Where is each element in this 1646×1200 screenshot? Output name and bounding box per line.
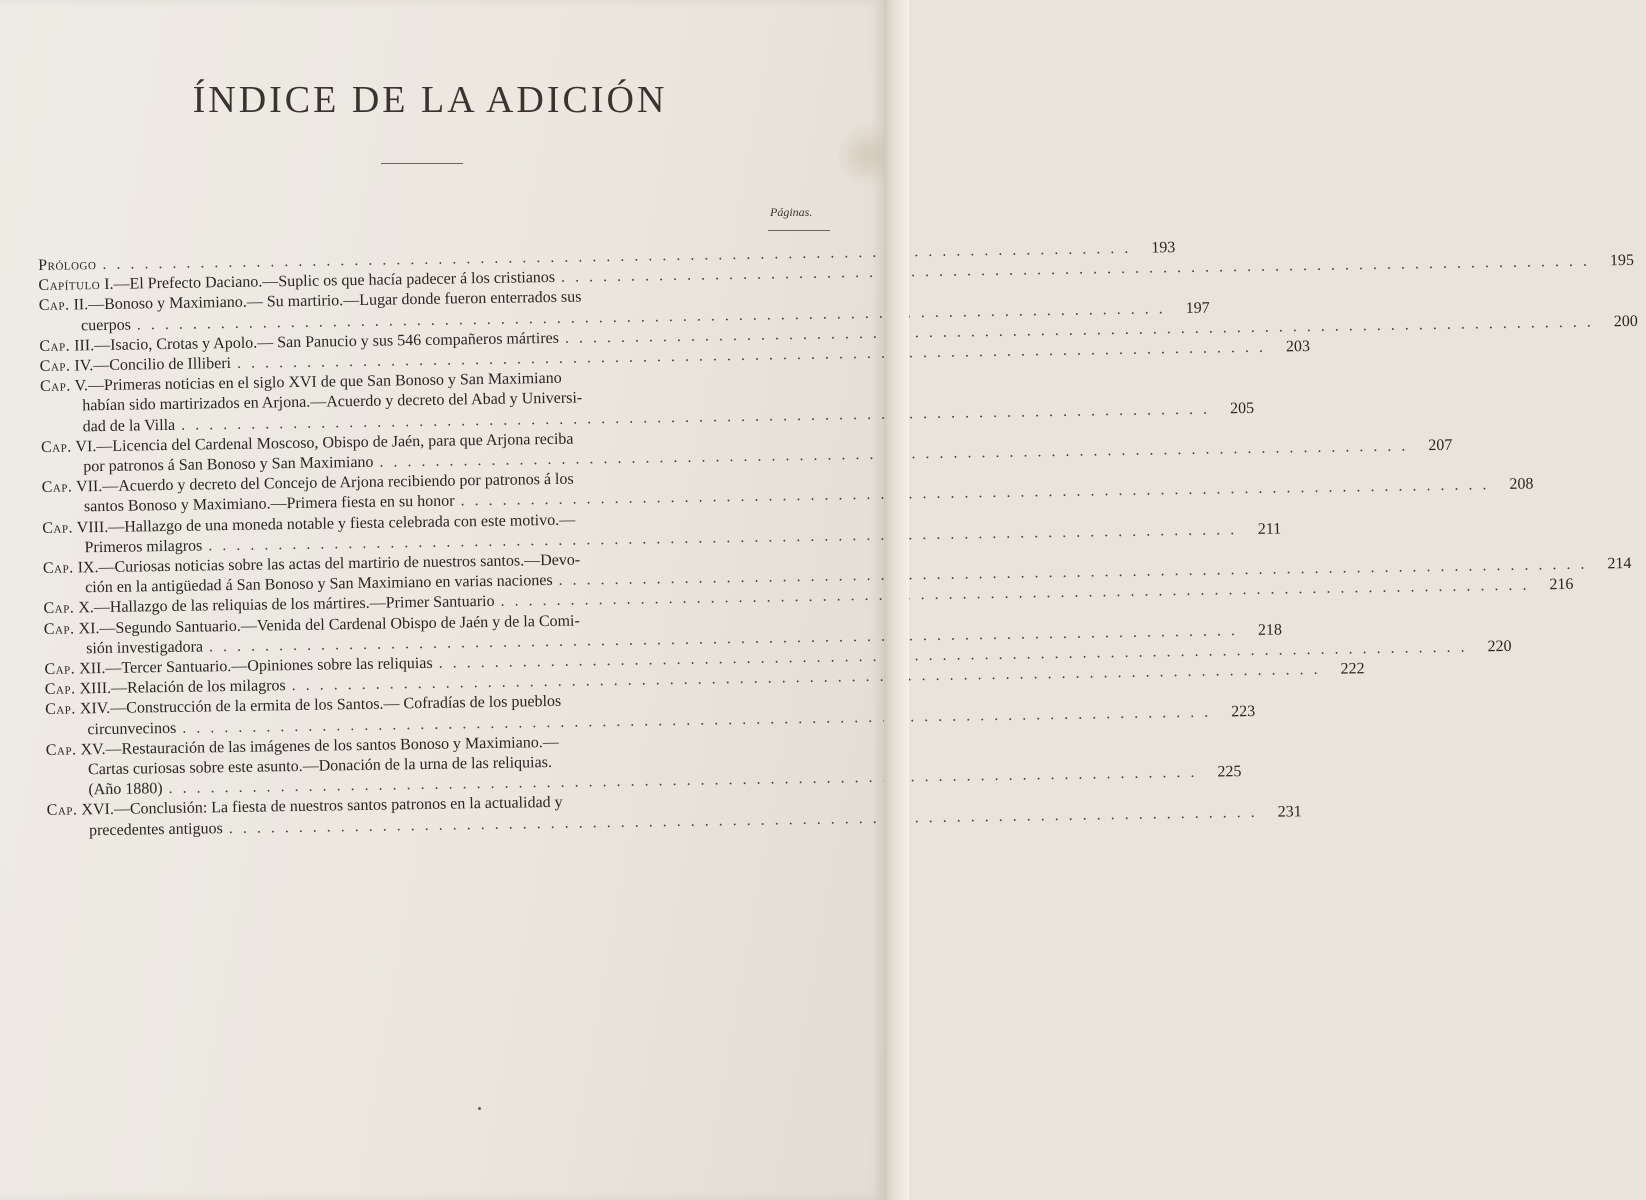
page-number: 211 <box>1257 520 1282 538</box>
toc-entry-title: XI.—Segundo Santuario.—Venida del Cardenal Obispo de Jaén y de la Comi- <box>78 612 580 638</box>
chapter-prefix: Cap. <box>41 478 73 497</box>
chapter-prefix: Cap. <box>39 357 71 376</box>
toc-entry-title: VIII.—Hallazgo de una moneda notable y fiesta celebrada con este motivo.— <box>76 511 576 537</box>
toc-entry-text <box>88 779 163 800</box>
toc-entry-text <box>86 637 203 659</box>
line-spacer <box>559 742 846 747</box>
chapter-prefix: Cap. <box>43 599 75 618</box>
toc-entry-title: circunvecinos <box>87 719 177 738</box>
line-spacer <box>552 762 846 767</box>
ink-speck <box>478 1107 481 1110</box>
toc-entry-title: santos Bonoso y Maximiano.—Primera fiesta en su honor <box>83 492 455 516</box>
toc-entry-title: II.—Bonoso y Maximiano.— Su martirio.—Lugar donde fueron enterrados sus <box>73 288 582 314</box>
chapter-prefix: Cap. <box>43 620 75 638</box>
toc-entry-title: XV.—Restauración de las imágenes de los santos Bonoso y Maximiano.— <box>80 733 559 759</box>
line-spacer <box>562 379 840 383</box>
toc-entry-title: Primeros milagros <box>84 537 203 557</box>
toc-entry <box>39 365 1255 438</box>
toc-entry-title: precedentes antiguos <box>88 819 223 839</box>
toc-entry-title: XVI.—Conclusión: La fiesta de nuestros santos patronos en la actualidad y <box>81 794 563 819</box>
toc-entry-title: dad de la Villa <box>82 416 176 435</box>
toc-entry-text <box>89 819 223 841</box>
page-number: 223 <box>1231 702 1256 720</box>
adjacent-page-edge <box>884 0 909 1200</box>
chapter-prefix: Cap. <box>39 377 71 396</box>
chapter-prefix: Cap. <box>42 519 74 537</box>
toc-entry-title: III.—Isacio, Crotas y Apolo.— San Panucio y sus 546 compañeros mártires <box>74 329 560 355</box>
line-spacer <box>561 702 845 706</box>
toc-entry-title: XII.—Tercer Santuario.—Opiniones sobre las reliquias <box>79 654 433 678</box>
toc-entry-title: VI.—Licencia del Cardenal Moscoso, Obispo de Jaén, para que Arjona reciba <box>75 430 574 456</box>
chapter-prefix: Cap. <box>42 559 74 578</box>
toc-entry-text <box>84 536 202 558</box>
toc-entry-title: por patronos á San Bonoso y San Maximiano <box>83 453 374 476</box>
toc-entry-title: VII.—Acuerdo y decreto del Concejo de Arjona recibiendo por patronos á los <box>75 470 574 496</box>
line-spacer <box>574 439 841 443</box>
chapter-prefix: Prólogo <box>38 256 97 274</box>
table-of-contents <box>38 239 1638 841</box>
chapter-prefix: Cap. <box>44 660 76 679</box>
toc-entry-text <box>81 315 131 336</box>
page-number: 197 <box>1185 299 1210 317</box>
line-spacer <box>575 520 842 524</box>
chapter-prefix: Cap. <box>40 438 72 456</box>
toc-entry-text <box>83 415 176 437</box>
toc-entry-title: Cartas curiosas sobre este asunto.—Donación de la urna de las reliquias. <box>87 754 553 779</box>
page-number: 195 <box>1609 252 1635 270</box>
line-spacer <box>582 399 840 403</box>
page-number: 200 <box>1613 312 1638 331</box>
toc-entry-title: XIV.—Construcción de la ermita de los Santos.— Cofradías de los pueblos <box>79 693 562 718</box>
chapter-prefix: Cap. <box>39 337 71 355</box>
pages-column-header: Páginas. <box>770 205 813 219</box>
line-spacer <box>581 298 838 302</box>
page-number: 203 <box>1285 338 1311 356</box>
page-number: 222 <box>1340 660 1365 678</box>
page-number: 231 <box>1277 802 1302 821</box>
pages-header-underline <box>768 230 830 231</box>
toc-entry <box>45 728 1242 801</box>
toc-entry-text <box>38 255 97 276</box>
toc-entry-title: habían sido martirizados en Arjona.—Acuerdo y decreto del Abad y Universi- <box>82 389 583 415</box>
toc-entry-title: V.—Primeras noticias en el siglo XVI de que San Bonoso y San Maximiano <box>74 370 562 395</box>
chapter-prefix: Capítulo <box>38 276 101 295</box>
toc-entry-text <box>87 719 176 741</box>
toc-entry-title: ción en la antigüedad á San Bonoso y San Maximiano en varias naciones <box>85 572 553 597</box>
page-number: 225 <box>1217 763 1242 781</box>
line-spacer <box>563 803 847 807</box>
chapter-prefix: Cap. <box>45 741 77 759</box>
title-divider <box>381 163 463 164</box>
page-number: 207 <box>1428 436 1453 455</box>
page-number: 216 <box>1549 576 1574 594</box>
toc-entry-title: X.—Hallazgo de las reliquias de los mártires.—Primer Santuario <box>78 593 495 617</box>
chapter-prefix: Cap. <box>44 700 76 719</box>
toc-entry-title: XIII.—Relación de los milagros <box>79 677 286 698</box>
page-number: 205 <box>1229 399 1255 417</box>
page-number: 208 <box>1509 475 1534 494</box>
toc-entry-title: IX.—Curiosas noticias sobre las actas del martirio de nuestros santos.—Devo- <box>77 551 581 577</box>
chapter-prefix: Cap. <box>44 680 76 699</box>
page-number: 218 <box>1257 621 1283 639</box>
line-spacer <box>580 560 843 564</box>
page-title: ÍNDICE DE LA ADICIÓN <box>192 79 668 121</box>
toc-entry-title: sión investigadora <box>86 638 204 658</box>
line-spacer <box>580 621 844 625</box>
chapter-prefix: Cap. <box>46 801 78 820</box>
page-number: 214 <box>1607 555 1632 573</box>
chapter-prefix: Cap. <box>38 296 70 315</box>
toc-entry-title: cuerpos <box>80 316 131 334</box>
toc-entry-title: IV.—Concilio de Illiberi <box>74 354 232 375</box>
toc-entry-title: (Año 1880) <box>88 780 163 799</box>
toc-entry-title: I.—El Prefecto Daciano.—Suplic os que hacía padecer á los cristianos <box>104 269 556 294</box>
page-number: 193 <box>1151 239 1176 257</box>
page-number: 220 <box>1487 637 1512 656</box>
line-spacer <box>574 480 842 484</box>
